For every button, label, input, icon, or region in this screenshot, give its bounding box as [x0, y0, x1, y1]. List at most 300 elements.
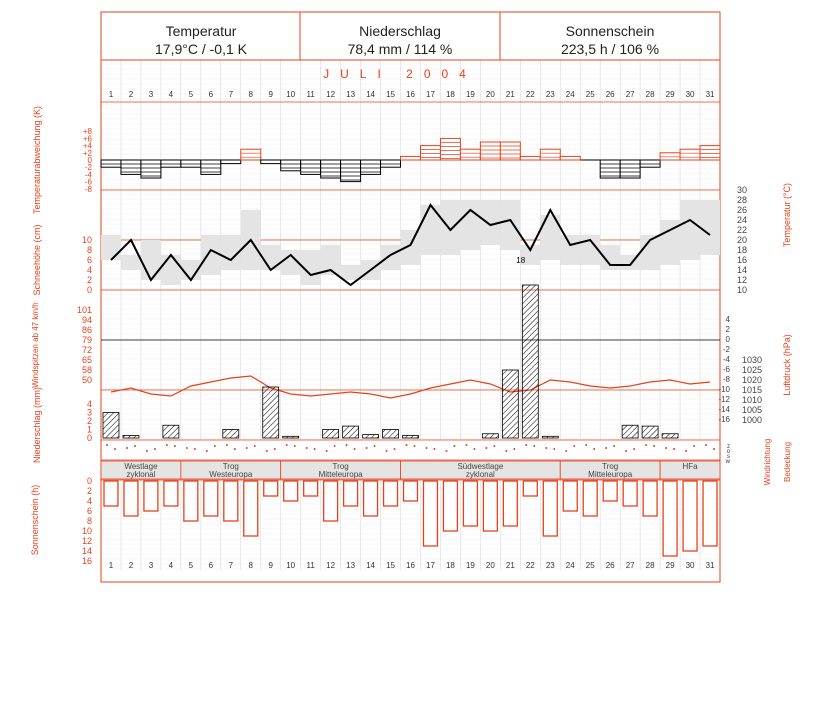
pressure-left-tick: -10 [718, 385, 730, 394]
wind-direction-dot [665, 447, 667, 449]
temperature-tick: 14 [737, 265, 748, 275]
wind-direction-dot [194, 448, 196, 450]
temp-deviation-bar-rect [620, 160, 640, 178]
temp-deviation-bar [201, 160, 221, 174]
temp-deviation-bar-rect [321, 160, 341, 178]
wind-direction-dot [553, 448, 555, 450]
weather-type [281, 461, 401, 479]
weather-type-sublabel: zyklonal [465, 470, 495, 479]
weather-type-sublabel: zyklonal [126, 470, 156, 479]
temp-deviation-bar [161, 160, 181, 167]
day-label-bottom: 21 [505, 561, 515, 570]
weather-type-label: HFa [682, 462, 698, 471]
wind-direction-dot [425, 447, 427, 449]
pressure-left-tick: -6 [722, 365, 730, 374]
day-label-bottom: 16 [406, 561, 415, 570]
weather-type-label: Trog [602, 462, 619, 471]
snow-depth-tick: 4 [86, 265, 92, 275]
pressure-tick: 1025 [742, 365, 763, 375]
day-label-bottom: 20 [485, 561, 495, 570]
temp-deviation-bar [361, 160, 381, 174]
sunshine-bar [244, 481, 258, 536]
sunshine-bar [324, 481, 338, 521]
temp-deviation-bar-rect [480, 142, 500, 160]
day-label-top: 29 [665, 90, 675, 99]
wind-direction-dot [166, 444, 168, 446]
wind-direction-dot [254, 445, 256, 447]
pressure-left-tick: 4 [725, 315, 730, 324]
precip-bar [363, 435, 379, 438]
day-label-top: 11 [306, 90, 315, 99]
precip-bar [403, 435, 419, 438]
wind-direction-dot [465, 444, 467, 446]
day-label-bottom: 26 [605, 561, 615, 570]
sunshine-bar [164, 481, 178, 506]
temperature-range-band [700, 200, 720, 255]
cover-label: Bedeckung [783, 441, 792, 483]
wind-direction-dot [625, 450, 627, 452]
day-label-bottom: 13 [346, 561, 356, 570]
wind-direction-dot [174, 445, 176, 447]
day-label-bottom: 2 [128, 561, 134, 570]
day-label-bottom: 30 [685, 561, 695, 570]
wind-direction-dot [286, 444, 288, 446]
temp-deviation-tick: +2 [82, 148, 92, 158]
temp-deviation-tick: -4 [84, 170, 92, 180]
pressure-tick: 1005 [742, 405, 763, 415]
sunshine-bar [443, 481, 457, 531]
precip-ylabel: Niederschlag (mm) [32, 386, 42, 464]
weather-type-label: Trog [222, 462, 239, 471]
temp-deviation-bar-rect [101, 160, 121, 167]
sunshine-bar [104, 481, 118, 506]
temp-deviation-bar-rect [680, 149, 700, 160]
pressure-left-tick: -16 [718, 415, 730, 424]
wind-direction-dot [445, 450, 447, 452]
sunshine-bar [204, 481, 218, 516]
sunshine-bar [663, 481, 677, 556]
day-label-top: 23 [545, 90, 555, 99]
temp-deviation-bar [381, 160, 401, 167]
sunshine-bar [583, 481, 597, 516]
pressure-tick: 1010 [742, 395, 763, 405]
day-label-top: 12 [326, 90, 336, 99]
wind-direction-tick: o [726, 449, 730, 455]
temp-deviation-bar [460, 149, 480, 160]
wind-gust-tick: 94 [81, 315, 92, 325]
temp-deviation-bar-rect [161, 160, 181, 167]
temp-deviation-bar [680, 149, 700, 160]
wind-gust-tick: 86 [81, 325, 92, 335]
day-label-top: 20 [485, 90, 495, 99]
temp-deviation-bar [640, 160, 660, 167]
weather-type-label: Trog [332, 462, 349, 471]
temp-deviation-bar-rect [381, 160, 401, 167]
precip-bar [223, 430, 239, 439]
wind-direction-tick: z [727, 444, 730, 450]
temperature-tick: 20 [737, 235, 748, 245]
sunshine-bar [703, 481, 717, 546]
snow-depth-tick: 2 [86, 275, 92, 285]
sunshine-bar [623, 481, 637, 506]
temperature-tick: 18 [737, 245, 748, 255]
day-label-bottom: 27 [625, 561, 635, 570]
temperature-range-band [141, 240, 161, 280]
temperature-tick: 10 [737, 285, 748, 295]
sunshine-bar [463, 481, 477, 526]
wind-direction-dot [386, 450, 388, 452]
pressure-left-tick: -14 [718, 405, 730, 414]
precip-bar [482, 434, 498, 438]
temp-deviation-bar-rect [460, 149, 480, 160]
wind-direction-dot [354, 448, 356, 450]
wind-direction-dot [525, 444, 527, 446]
sunshine-tick: 8 [86, 516, 92, 526]
wind-gust-tick: 50 [81, 375, 92, 385]
sunshine-bar [184, 481, 198, 521]
day-label-bottom: 11 [306, 561, 315, 570]
wind-gust-ylabel: Windspitzen ab 47 km/h [31, 302, 40, 388]
temp-deviation-tick: +6 [82, 134, 92, 144]
wind-direction-dot [685, 450, 687, 452]
temp-deviation-bar-rect [401, 156, 421, 160]
temp-deviation-bar-rect [241, 149, 261, 160]
day-label-top: 6 [208, 90, 214, 99]
wind-direction-dot [565, 450, 567, 452]
precip-bar [662, 434, 678, 438]
precip-bar [163, 425, 179, 438]
temp-deviation-bar-rect [261, 160, 281, 164]
weather-type [181, 461, 281, 479]
wind-direction-dot [705, 444, 707, 446]
day-label-bottom: 18 [445, 561, 455, 570]
day-label-bottom: 5 [188, 561, 194, 570]
day-label-top: 15 [386, 90, 395, 99]
day-label-bottom: 22 [525, 561, 535, 570]
temperature-range-band [560, 235, 580, 265]
precip-bar [103, 413, 119, 439]
wind-direction-dot [366, 447, 368, 449]
wind-direction-dot [493, 445, 495, 447]
wind-direction-dot [453, 445, 455, 447]
weather-type [101, 461, 181, 479]
temp-deviation-bar [500, 142, 520, 160]
wind-direction-dot [306, 447, 308, 449]
wind-direction-dot [374, 445, 376, 447]
temp-deviation-bar [321, 160, 341, 178]
wind-direction-dot [314, 448, 316, 450]
wind-direction-dot [513, 448, 515, 450]
wind-gust-tick: 72 [81, 345, 92, 355]
header-sunshine-title: Sonnenschein [565, 23, 655, 39]
sunshine-bar [503, 481, 517, 526]
day-label-bottom: 29 [665, 561, 675, 570]
precip-max-label: 18 [516, 256, 526, 265]
temp-deviation-bar [241, 149, 261, 160]
temp-deviation-ylabel: Temperaturabweichung (K) [32, 105, 42, 215]
temperature-tick: 26 [737, 205, 748, 215]
day-label-top: 1 [108, 90, 114, 99]
wind-direction-dot [326, 450, 328, 452]
temperature-tick: 22 [737, 225, 748, 235]
day-label-top: 14 [366, 90, 376, 99]
sunshine-bar [304, 481, 318, 496]
temp-deviation-bar-rect [181, 160, 201, 167]
day-label-top: 9 [268, 90, 273, 99]
temperature-range-band [341, 265, 361, 280]
header-precipitation-title: Niederschlag [359, 23, 441, 39]
temp-deviation-tick: -2 [84, 163, 92, 173]
wind-direction-dot [146, 450, 148, 452]
weather-type-label: Westlage [124, 462, 158, 471]
temperature-ylabel: Temperatur (°C) [782, 182, 792, 248]
precip-bar [263, 387, 279, 438]
header-temperature-value: 17,9°C / -0,1 K [155, 41, 247, 57]
header-temperature-title: Temperatur [165, 23, 237, 39]
day-label-bottom: 15 [386, 561, 395, 570]
sunshine-bar [523, 481, 537, 496]
temperature-tick: 30 [737, 185, 748, 195]
sunshine-bar [423, 481, 437, 546]
weather-type [660, 461, 720, 479]
day-label-top: 30 [685, 90, 695, 99]
sunshine-bar [344, 481, 358, 506]
sunshine-tick: 0 [86, 476, 92, 486]
temp-deviation-bar [440, 138, 460, 160]
header-sunshine-value: 223,5 h / 106 % [560, 41, 660, 57]
precip-tick: 0 [86, 433, 92, 443]
precip-bar [642, 426, 658, 438]
sunshine-tick: 12 [81, 536, 92, 546]
sunshine-bar [683, 481, 697, 551]
wind-direction-dot [154, 448, 156, 450]
day-label-top: 4 [168, 90, 174, 99]
temp-deviation-bar [141, 160, 161, 178]
weather-type-sublabel: Mitteleuropa [588, 470, 633, 479]
temperature-range-band [381, 245, 401, 270]
wind-direction-dot [226, 444, 228, 446]
day-label-bottom: 1 [108, 561, 114, 570]
chart-title: JULI 2004 [323, 67, 477, 81]
day-label-bottom: 14 [366, 561, 376, 570]
wind-direction-dot [406, 444, 408, 446]
wind-direction-dot [274, 448, 276, 450]
wind-direction-dot [593, 448, 595, 450]
pressure-left-tick: 0 [725, 335, 730, 344]
wind-direction-dot [433, 448, 435, 450]
weather-type [401, 461, 561, 479]
temp-deviation-bar [281, 160, 301, 171]
temp-deviation-bar-rect [560, 156, 580, 160]
wind-direction-dot [633, 448, 635, 450]
wind-direction-dot [645, 444, 647, 446]
precip-bar [622, 425, 638, 438]
temperature-range-band [680, 200, 700, 260]
day-label-top: 13 [346, 90, 356, 99]
day-label-top: 17 [426, 90, 435, 99]
temp-deviation-bar-rect [520, 156, 540, 160]
day-label-top: 21 [505, 90, 515, 99]
day-label-top: 18 [445, 90, 455, 99]
temp-deviation-bar [420, 146, 440, 160]
day-label-top: 8 [248, 90, 253, 99]
sunshine-bar [643, 481, 657, 516]
day-label-top: 31 [705, 90, 715, 99]
wind-gust-tick: 101 [76, 305, 92, 315]
weather-type-sublabel: Mitteleuropa [318, 470, 363, 479]
temp-deviation-bar [341, 160, 361, 182]
temp-deviation-bar [520, 156, 540, 160]
weather-type-sublabel: Westeuropa [209, 470, 253, 479]
wind-direction-dot [545, 447, 547, 449]
day-label-top: 3 [148, 90, 154, 99]
day-label-top: 27 [625, 90, 635, 99]
temp-deviation-bar [620, 160, 640, 178]
pressure-left-tick: 2 [725, 325, 730, 334]
temp-deviation-bar [600, 160, 620, 178]
day-label-bottom: 28 [645, 561, 655, 570]
temp-deviation-bar-rect [141, 160, 161, 178]
wind-direction-dot [246, 447, 248, 449]
day-label-top: 28 [645, 90, 655, 99]
header-precipitation-value: 78,4 mm / 114 % [347, 41, 453, 57]
day-label-bottom: 4 [168, 561, 174, 570]
wind-direction-dot [294, 445, 296, 447]
wind-direction-dot [713, 448, 715, 450]
sunshine-tick: 14 [81, 546, 92, 556]
day-label-bottom: 31 [705, 561, 715, 570]
temp-deviation-bar [660, 153, 680, 160]
precip-bar [383, 430, 399, 439]
pressure-left-tick: -2 [722, 345, 730, 354]
precip-bar [522, 285, 538, 438]
day-label-bottom: 17 [426, 561, 435, 570]
temp-deviation-bar [261, 160, 281, 164]
snow-depth-tick: 10 [81, 235, 92, 245]
wind-direction-dot [533, 445, 535, 447]
precip-bar [323, 430, 339, 439]
temperature-range-band [101, 235, 121, 260]
sunshine-tick: 6 [86, 506, 92, 516]
sunshine-ylabel: Sonnenschein (h) [30, 484, 40, 556]
temp-deviation-bar [560, 156, 580, 160]
pressure-tick: 1000 [742, 415, 763, 425]
day-label-bottom: 24 [565, 561, 575, 570]
wind-direction-dot [234, 448, 236, 450]
temp-deviation-bar-rect [440, 138, 460, 160]
sunshine-bar [404, 481, 418, 501]
precip-bar [542, 436, 558, 438]
temperature-range-band [440, 200, 460, 255]
wind-direction-dot [266, 450, 268, 452]
day-label-top: 16 [406, 90, 415, 99]
day-label-bottom: 25 [585, 561, 595, 570]
wind-direction-dot [214, 445, 216, 447]
sunshine-tick: 10 [81, 526, 92, 536]
temp-deviation-bar-rect [540, 149, 560, 160]
day-label-top: 7 [228, 90, 234, 99]
temp-deviation-bar [540, 149, 560, 160]
wind-direction-label: Windrichtung [763, 438, 772, 486]
wind-gust-tick: 58 [81, 365, 92, 375]
temperature-range-band [261, 245, 281, 270]
precip-bar [502, 370, 518, 438]
wind-direction-dot [573, 445, 575, 447]
temp-deviation-bar-rect [281, 160, 301, 171]
weather-type [560, 461, 660, 479]
temp-deviation-bar-rect [640, 160, 660, 167]
precip-tick: 3 [86, 407, 92, 418]
sunshine-tick: 2 [86, 486, 92, 496]
wind-direction-dot [106, 444, 108, 446]
precip-bar [123, 435, 139, 438]
temp-deviation-bar [181, 160, 201, 167]
day-label-bottom: 3 [148, 561, 154, 570]
temp-deviation-bar-rect [221, 160, 241, 164]
temp-deviation-tick: +4 [82, 141, 92, 151]
temp-deviation-bar-rect [600, 160, 620, 178]
precip-bar [343, 426, 359, 438]
wind-direction-dot [693, 445, 695, 447]
wind-direction-dot [134, 445, 136, 447]
wind-direction-dot [613, 445, 615, 447]
weather-type-label: Südwestlage [457, 462, 504, 471]
temp-deviation-bar-rect [500, 142, 520, 160]
day-label-bottom: 9 [268, 561, 273, 570]
snow-depth-ylabel: Schneehöhe (cm) [32, 224, 42, 296]
pressure-ylabel: Luftdruck (hPa) [782, 334, 792, 396]
sunshine-bar [224, 481, 238, 521]
wind-gust-tick: 65 [81, 355, 92, 365]
temp-deviation-bar [480, 142, 500, 160]
day-label-top: 25 [585, 90, 595, 99]
temperature-tick: 24 [737, 215, 748, 225]
temperature-range-band [121, 255, 141, 270]
sunshine-tick: 4 [86, 496, 92, 506]
sunshine-bar [364, 481, 378, 516]
temp-deviation-bar [101, 160, 121, 167]
day-label-top: 5 [188, 90, 194, 99]
wind-direction-dot [334, 445, 336, 447]
day-label-bottom: 19 [465, 561, 475, 570]
temperature-range-band [161, 255, 181, 285]
temperature-tick: 12 [737, 275, 748, 285]
sunshine-bar [124, 481, 138, 516]
wind-direction-dot [505, 450, 507, 452]
sunshine-tick: 16 [81, 556, 92, 566]
snow-depth-tick: 0 [86, 285, 92, 295]
day-label-bottom: 7 [228, 561, 234, 570]
wind-direction-dot [394, 448, 396, 450]
pressure-tick: 1015 [742, 385, 763, 395]
wind-direction-dot [473, 448, 475, 450]
temp-deviation-tick: 0 [87, 156, 92, 165]
temperature-range-band [460, 200, 480, 250]
pressure-left-tick: -4 [722, 355, 730, 364]
wind-direction-dot [485, 447, 487, 449]
day-label-top: 22 [525, 90, 535, 99]
snow-depth-tick: 6 [86, 255, 92, 265]
pressure-tick: 1030 [742, 355, 763, 365]
day-label-bottom: 23 [545, 561, 555, 570]
wind-direction-dot [114, 448, 116, 450]
temp-deviation-tick: +8 [82, 127, 92, 137]
temp-deviation-bar [301, 160, 321, 174]
sunshine-bar [563, 481, 577, 511]
snow-depth-tick: 8 [86, 245, 92, 255]
precip-tick: 2 [86, 416, 92, 426]
temperature-tick: 16 [737, 255, 748, 265]
